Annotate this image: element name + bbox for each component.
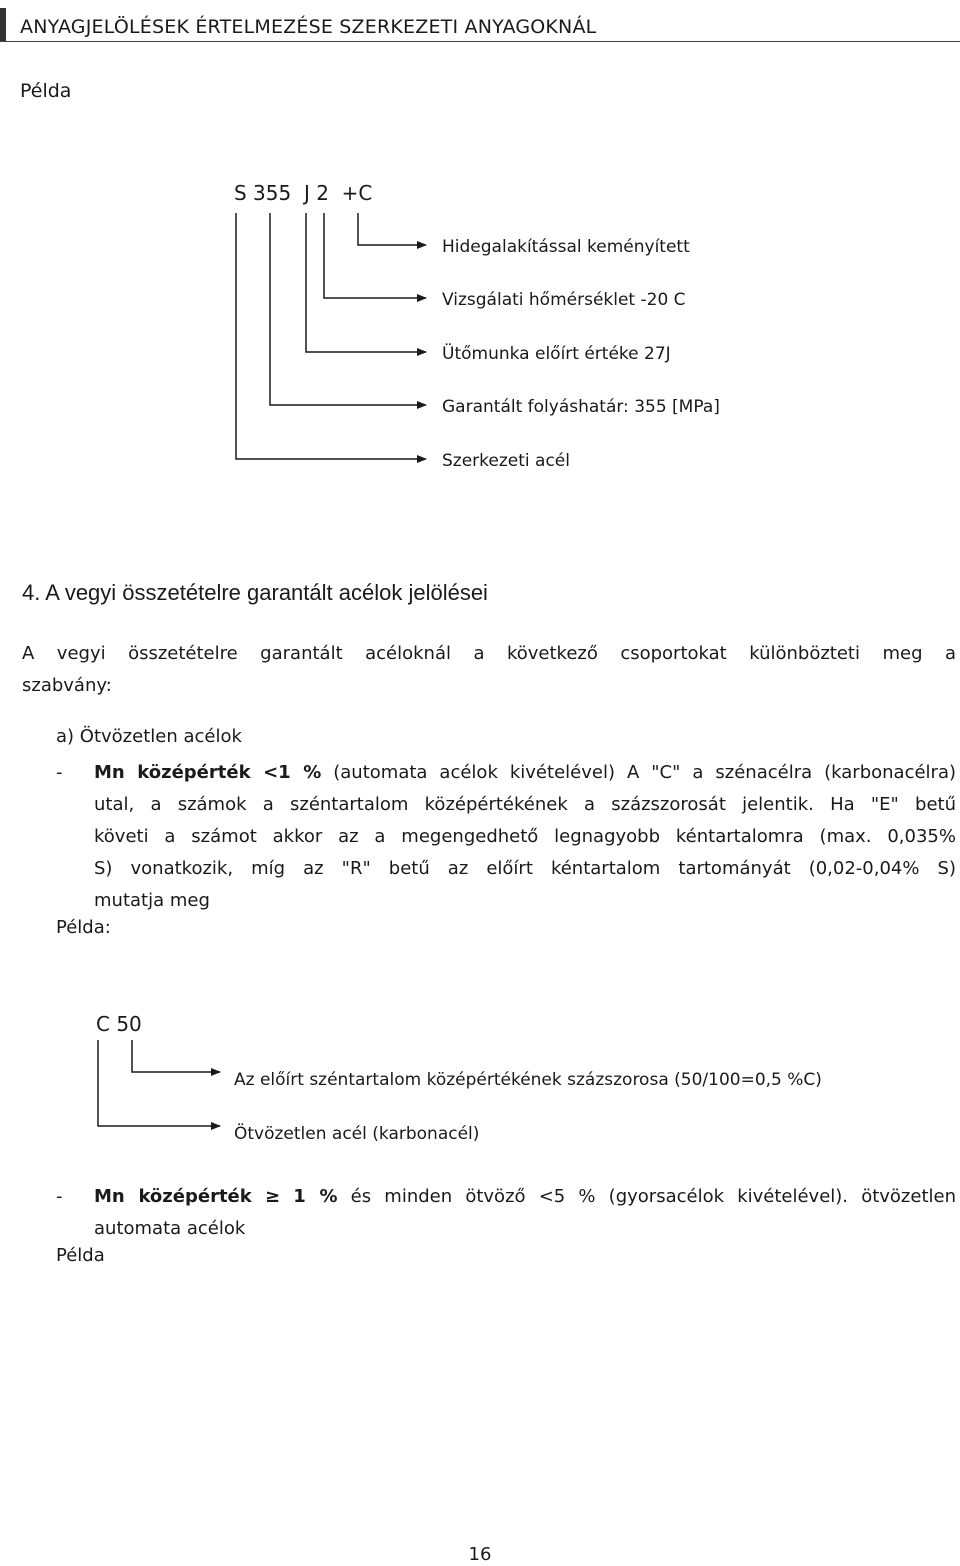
bullet-2-bold-b: 1 % bbox=[293, 1186, 338, 1207]
example1-connector-5 bbox=[236, 213, 426, 459]
example1-connector-1 bbox=[358, 213, 426, 245]
bullet-1-line-2: utal, a számok a széntartalom középértékének a százszorosát jelentik. Ha "E" betű bbox=[94, 794, 956, 815]
intro-line-2: szabvány: bbox=[22, 675, 112, 696]
subheading-a: a) Ötvözetlen acélok bbox=[56, 726, 242, 747]
example1-item-2: Vizsgálati hőmérséklet -20 C bbox=[442, 290, 686, 310]
bullet-2-text bbox=[94, 1181, 956, 1245]
example2-connector-2 bbox=[98, 1040, 220, 1126]
bullet-1-line-5: mutatja meg bbox=[94, 890, 210, 911]
example1-diagram bbox=[220, 170, 780, 480]
example1-item-4: Garantált folyáshatár: 355 [MPa] bbox=[442, 397, 720, 417]
example1-item-3: Ütőmunka előírt értéke 27J bbox=[442, 344, 671, 364]
bullet-2 bbox=[56, 1181, 956, 1251]
example2-item-1: Az előírt széntartalom középértékének százszorosa (50/100=0,5 %C) bbox=[234, 1070, 822, 1090]
example1-item-5: Szerkezeti acél bbox=[442, 451, 570, 471]
example1-connector-4 bbox=[270, 213, 426, 405]
bullet-2-dash: - bbox=[56, 1186, 63, 1207]
bullet-1-text bbox=[94, 757, 956, 917]
example1-item-1: Hidegalakítással keményített bbox=[442, 237, 690, 257]
bullet-1 bbox=[56, 757, 956, 927]
example2-item-2: Ötvözetlen acél (karbonacél) bbox=[234, 1124, 480, 1144]
bullet-1-line-1-rest: (automata acélok kivételével) A "C" a szénacélra (karbonacélra) bbox=[321, 762, 956, 783]
section-heading: 4. A vegyi összetételre garantált acélok jelölései bbox=[22, 580, 488, 605]
header-title: ANYAGJELÖLÉSEK ÉRTELMEZÉSE SZERKEZETI ANYAGOKNÁL bbox=[20, 16, 597, 38]
bullet-2-bold-a: Mn középérték bbox=[94, 1186, 252, 1207]
bullet-1-line-3: követi a számot akkor az a megengedhető legnagyobb kéntartalomra (max. 0,035% bbox=[94, 826, 956, 847]
bullet-2-line-2: automata acélok bbox=[94, 1218, 246, 1239]
example1-code: S 355 J 2 +C bbox=[234, 181, 373, 205]
bullet-1-line-4: S) vonatkozik, míg az "R" betű az előírt kéntartalom tartományát (0,02-0,04% S) bbox=[94, 858, 956, 879]
example2-code: C 50 bbox=[96, 1012, 142, 1036]
bullet-2-ge-symbol: ≥ bbox=[264, 1186, 281, 1207]
bullet-1-line-1 bbox=[94, 757, 956, 789]
example3-label: Példa bbox=[56, 1245, 105, 1266]
example1-label: Példa bbox=[20, 80, 72, 102]
example2-connector-1 bbox=[132, 1040, 220, 1072]
intro-line-1: A vegyi összetételre garantált acéloknál a következő csoportokat különbözteti meg a bbox=[22, 643, 956, 664]
example2-diagram bbox=[80, 1005, 920, 1155]
example2-label: Példa: bbox=[56, 917, 111, 938]
header-left-rule bbox=[0, 8, 6, 42]
page-header bbox=[0, 8, 960, 42]
bullet-1-dash: - bbox=[56, 762, 63, 783]
bullet-1-bold: Mn középérték <1 % bbox=[94, 762, 322, 783]
page-number: 16 bbox=[468, 1544, 492, 1565]
bullet-2-line-1 bbox=[94, 1181, 956, 1213]
example1-connector-2 bbox=[324, 213, 426, 298]
bullet-2-line-1-rest: és minden ötvöző <5 % (gyorsacélok kivételével). ötvözetlen bbox=[337, 1186, 956, 1207]
header-bottom-rule bbox=[0, 41, 960, 42]
